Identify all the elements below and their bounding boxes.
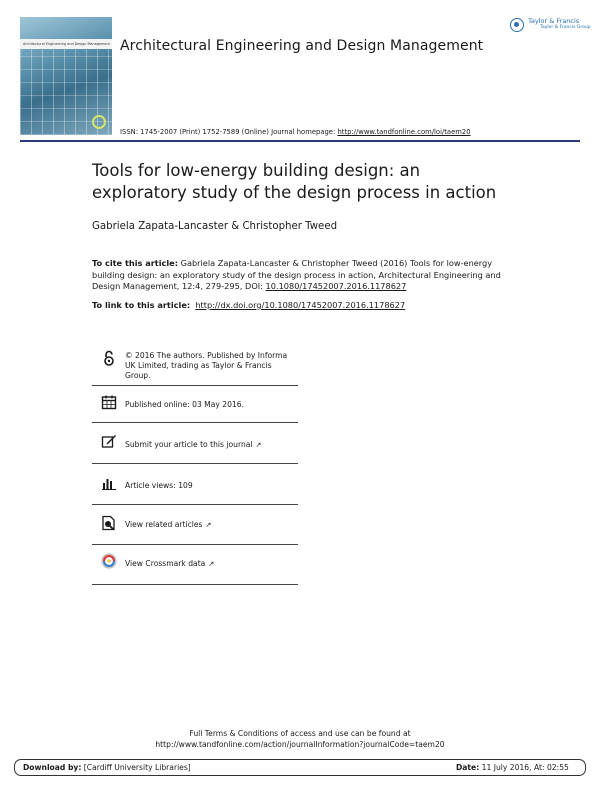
article-link-label: To link to this article: [92,300,191,310]
issn-text: ISSN: 1745-2007 (Print) 1752-7589 (Online) Journal homepage: [120,128,338,136]
publisher-name: Taylor & Francis [528,17,580,25]
external-link-icon: ↗ [205,521,212,529]
terms-notice [0,728,600,750]
cover-logo-mark [92,115,106,129]
downloaded-by-label: Download by: [23,763,82,772]
terms-line: Full Terms & Conditions of access and use can be found at [189,729,411,738]
download-date-value: 11 July 2016, At: 02:55 [479,763,569,772]
article-views: Article views: 109 [125,481,193,490]
published-date: Published online: 03 May 2016. [125,400,245,409]
calendar-icon [101,394,117,410]
article-link-line [92,300,405,310]
crossmark-icon [101,553,117,569]
terms-url-link[interactable]: http://www.tandfonline.com/action/journalInformation?journalCode=taem20 [155,740,445,749]
header-divider [20,140,580,142]
download-date-label: Date: [456,763,480,772]
article-doi-link[interactable]: http://dx.doi.org/10.1080/17452007.2016.1178627 [195,300,406,310]
open-access-lock-icon [101,350,117,366]
external-link-icon: ↗ [208,560,215,568]
journal-cover-image [20,17,112,135]
citation-label: To cite this article: [92,258,178,268]
edit-pencil-icon [101,433,117,449]
cover-journal-name: Architectural Engineering and Design Management [23,42,110,46]
document-search-icon [101,515,117,531]
bar-chart-icon [101,475,117,491]
publisher-logo [510,17,590,37]
journal-homepage-link[interactable]: http://www.tandfonline.com/loi/taem20 [337,128,471,136]
published-row [92,386,298,423]
crossmark-row[interactable] [92,545,298,585]
external-link-icon: ↗ [255,441,262,449]
journal-title: Architectural Engineering and Design Management [120,38,484,54]
downloaded-by-value: [Cardiff University Libraries] [81,763,191,772]
download-info-bar [14,759,586,776]
license-text: © 2016 The authors. Published by Informa UK Limited, trading as Taylor & Francis Group. [125,351,288,380]
related-articles-link[interactable]: View related articles [125,520,203,529]
publisher-group: Taylor & Francis Group [540,25,591,30]
related-row[interactable] [92,505,298,545]
citation-block [92,258,502,293]
article-authors: Gabriela Zapata-Lancaster & Christopher Tweed [92,221,338,232]
views-row [92,464,298,505]
crossmark-link[interactable]: View Crossmark data [125,559,206,568]
issn-line [120,128,471,136]
citation-doi-link[interactable]: 10.1080/17452007.2016.1178627 [265,281,407,292]
article-title: Tools for low-energy building design: an exploratory study of the design process in action [92,161,497,202]
article-info-list [92,344,298,585]
submit-article-link[interactable]: Submit your article to this journal [125,440,253,449]
submit-row[interactable] [92,423,298,464]
publisher-logo-icon [510,18,524,32]
license-row [92,344,298,386]
citation-text: Gabriela Zapata-Lancaster & Christopher Tweed (2016) Tools for low-energy building design: an exploratory study of the design process in action, Architectural Engineering and Design Management, 12:4, 279-295, DOI: [92,258,501,292]
